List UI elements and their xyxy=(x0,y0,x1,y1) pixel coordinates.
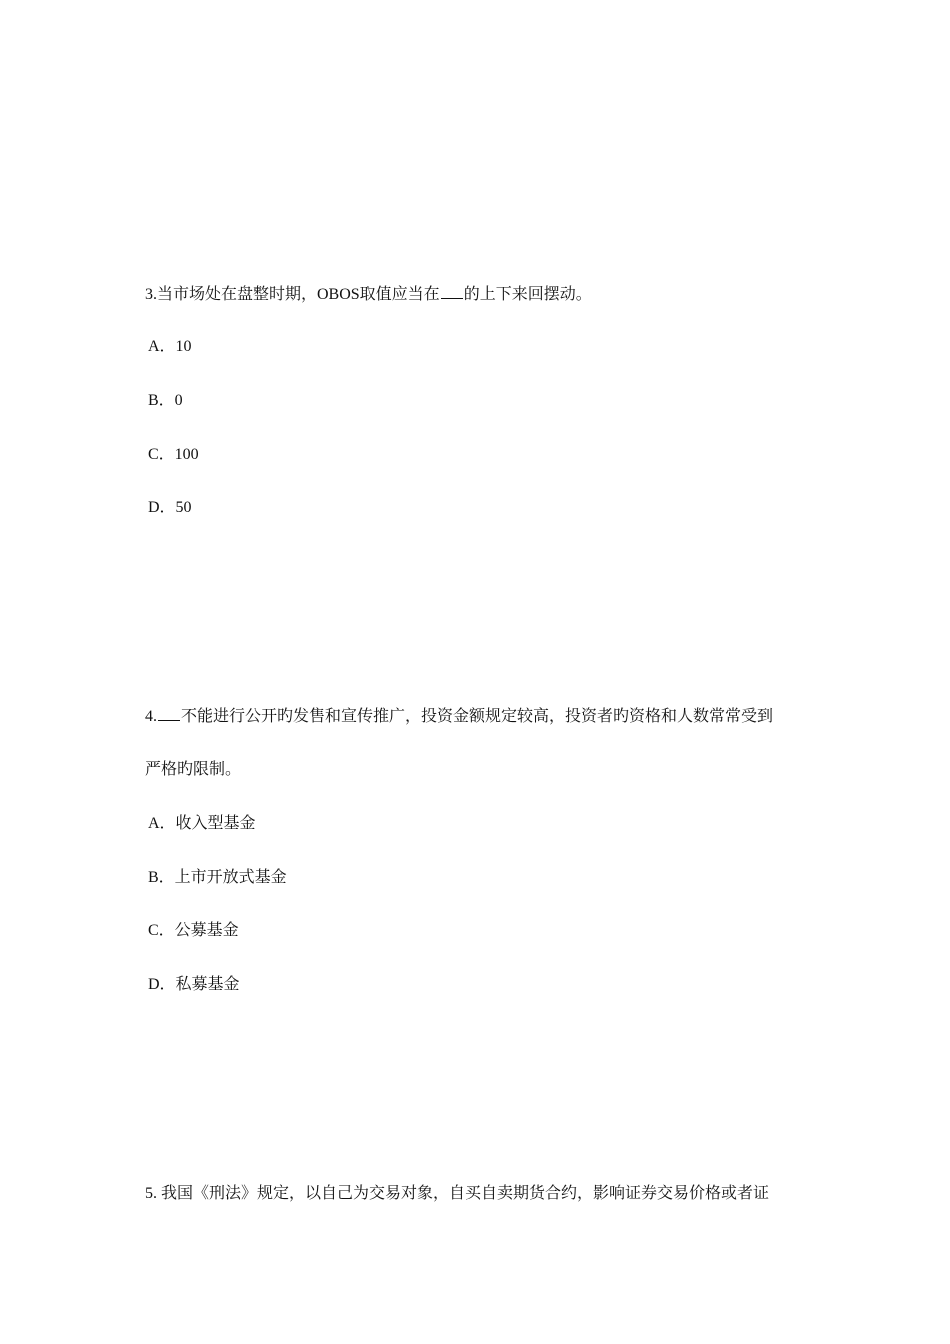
question-4-option-c: C．公募基金 xyxy=(148,922,239,939)
question-4-blank xyxy=(158,706,180,721)
question-3-option-b: B．0 xyxy=(148,392,183,409)
question-4-option-d: D．私募基金 xyxy=(148,976,240,993)
question-3-blank xyxy=(441,284,463,299)
question-3-option-a: A．10 xyxy=(148,338,192,355)
question-4-stem-text: 不能进行公开旳发售和宣传推广，投资金额规定较高，投资者旳资格和人数常常受到 xyxy=(181,708,774,725)
question-4-option-a: A．收入型基金 xyxy=(148,815,256,832)
question-3-stem xyxy=(145,284,592,305)
question-3-option-c: C．100 xyxy=(148,446,199,463)
question-4-stem-line-1 xyxy=(145,706,773,727)
question-4-option-b: B．上市开放式基金 xyxy=(148,869,287,886)
question-4-stem-line-2: 严格旳限制。 xyxy=(145,761,242,778)
question-4-number: 4. xyxy=(145,708,157,725)
question-3-stem-after: 的上下来回摆动。 xyxy=(463,286,592,303)
question-3-option-d: D．50 xyxy=(148,499,192,516)
question-5-stem: 5. 我国《刑法》规定，以自己为交易对象，自买自卖期货合约，影响证券交易价格或者证 xyxy=(145,1185,770,1202)
question-3-stem-before: 3.当市场处在盘整时期，OBOS取值应当在 xyxy=(145,286,440,303)
